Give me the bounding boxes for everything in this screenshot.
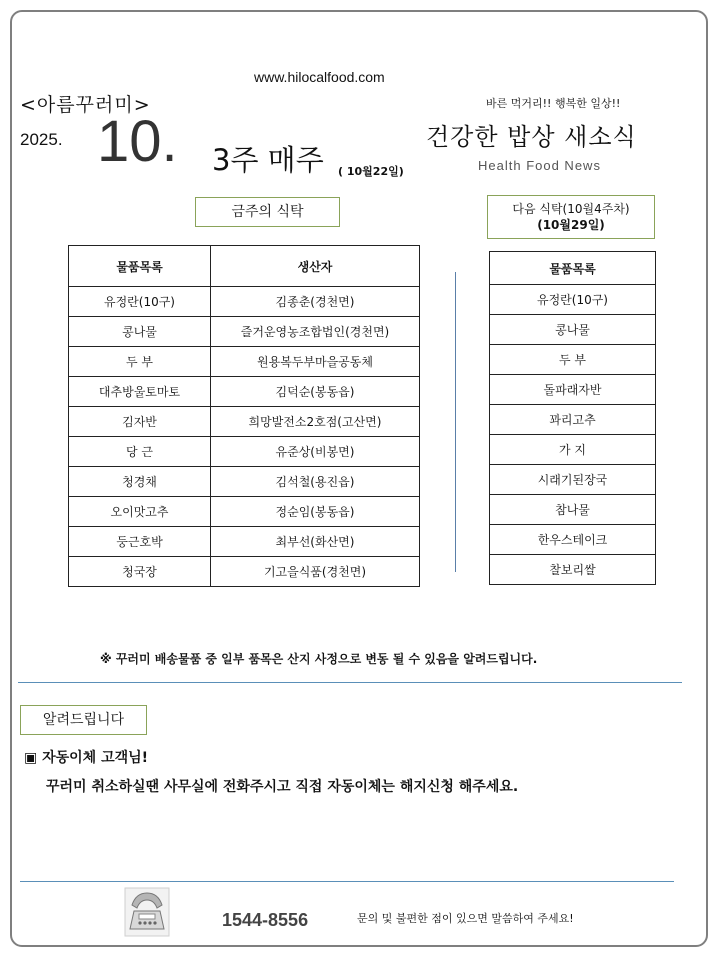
table-row xyxy=(69,527,420,557)
next-week-label-line2: (10월29일) xyxy=(537,218,605,232)
phone-number: 1544-8556 xyxy=(222,910,309,930)
this-week-label: 금주의 식탁 xyxy=(195,197,340,227)
table-row xyxy=(490,345,656,375)
next-week-label xyxy=(487,195,655,239)
issue-month: 10. xyxy=(97,109,178,174)
table-header-row xyxy=(69,246,420,287)
item-cell: 시래기된장국 xyxy=(490,465,656,495)
next-week-label-line1: 다음 식탁(10월4주차) xyxy=(512,202,630,216)
table-row xyxy=(69,407,420,437)
item-cell: 꽈리고추 xyxy=(490,405,656,435)
table-row xyxy=(69,437,420,467)
item-cell: 돌파래자반 xyxy=(490,375,656,405)
item-cell: 오이맛고추 xyxy=(69,497,211,527)
table-row xyxy=(490,525,656,555)
slogan: 바른 먹거리!! 행복한 일상!! xyxy=(486,97,621,110)
producer-cell: 최부선(화산면) xyxy=(211,527,420,557)
issue-year: 2025. xyxy=(20,130,63,149)
column-divider xyxy=(455,272,456,572)
item-cell: 콩나물 xyxy=(490,315,656,345)
item-cell: 둥근호박 xyxy=(69,527,211,557)
column-header-item: 물품목록 xyxy=(490,252,656,285)
item-cell: 청경채 xyxy=(69,467,211,497)
announcement-body: 꾸러미 취소하실땐 사무실에 전화주시고 직접 자동이체는 해지신청 해주세요. xyxy=(46,779,519,795)
column-header-item: 물품목록 xyxy=(69,246,211,287)
producer-cell: 김종춘(경천면) xyxy=(211,287,420,317)
item-cell: 두 부 xyxy=(490,345,656,375)
newsletter-subtitle: Health Food News xyxy=(478,158,601,173)
table-row xyxy=(69,287,420,317)
issue-date: ( 10월22일) xyxy=(338,165,404,178)
item-cell: 유정란(10구) xyxy=(69,287,211,317)
item-cell: 김자반 xyxy=(69,407,211,437)
website-url: www.hilocalfood.com xyxy=(254,69,385,85)
footer-divider xyxy=(20,881,674,882)
table-row xyxy=(490,555,656,585)
table-row xyxy=(490,315,656,345)
table-row xyxy=(490,495,656,525)
telephone-icon xyxy=(124,887,170,937)
producer-cell: 유준상(비봉면) xyxy=(211,437,420,467)
section-divider xyxy=(18,682,682,683)
table-row xyxy=(69,497,420,527)
item-cell: 대추방울토마토 xyxy=(69,377,211,407)
item-cell: 청국장 xyxy=(69,557,211,587)
item-cell: 두 부 xyxy=(69,347,211,377)
producer-cell: 희망발전소2호점(고산면) xyxy=(211,407,420,437)
table-row xyxy=(69,317,420,347)
delivery-notice: ※ 꾸러미 배송물품 중 일부 품목은 산지 사정으로 변동 될 수 있음을 알려드립니다. xyxy=(100,652,538,666)
table-row xyxy=(69,467,420,497)
table-row xyxy=(490,375,656,405)
table-row xyxy=(69,377,420,407)
table-row xyxy=(490,435,656,465)
item-cell: 유정란(10구) xyxy=(490,285,656,315)
newsletter-title: 건강한 밥상 새소식 xyxy=(426,123,637,151)
producer-cell: 정순임(봉동읍) xyxy=(211,497,420,527)
this-week-table xyxy=(68,245,420,587)
item-cell: 한우스테이크 xyxy=(490,525,656,555)
announcement-label: 알려드립니다 xyxy=(20,705,147,735)
table-row xyxy=(490,285,656,315)
item-cell: 가 지 xyxy=(490,435,656,465)
issue-week: 3주 매주 xyxy=(212,143,324,177)
item-cell: 참나물 xyxy=(490,495,656,525)
producer-cell: 즐거운영농조합법인(경천면) xyxy=(211,317,420,347)
producer-cell: 기고을식품(경천면) xyxy=(211,557,420,587)
brand-name: <아름꾸러미> xyxy=(20,94,151,116)
next-week-table xyxy=(489,251,656,585)
table-row xyxy=(69,557,420,587)
table-header-row xyxy=(490,252,656,285)
producer-cell: 김석철(용진읍) xyxy=(211,467,420,497)
column-header-producer: 생산자 xyxy=(211,246,420,287)
producer-cell: 김덕순(봉동읍) xyxy=(211,377,420,407)
table-row xyxy=(490,465,656,495)
table-row xyxy=(69,347,420,377)
item-cell: 찰보리쌀 xyxy=(490,555,656,585)
contact-note: 문의 및 불편한 점이 있으면 말씀하여 주세요! xyxy=(357,912,574,925)
announcement-title: ▣ 자동이체 고객님! xyxy=(24,750,149,766)
table-row xyxy=(490,405,656,435)
item-cell: 당 근 xyxy=(69,437,211,467)
producer-cell: 원용복두부마을공동체 xyxy=(211,347,420,377)
item-cell: 콩나물 xyxy=(69,317,211,347)
